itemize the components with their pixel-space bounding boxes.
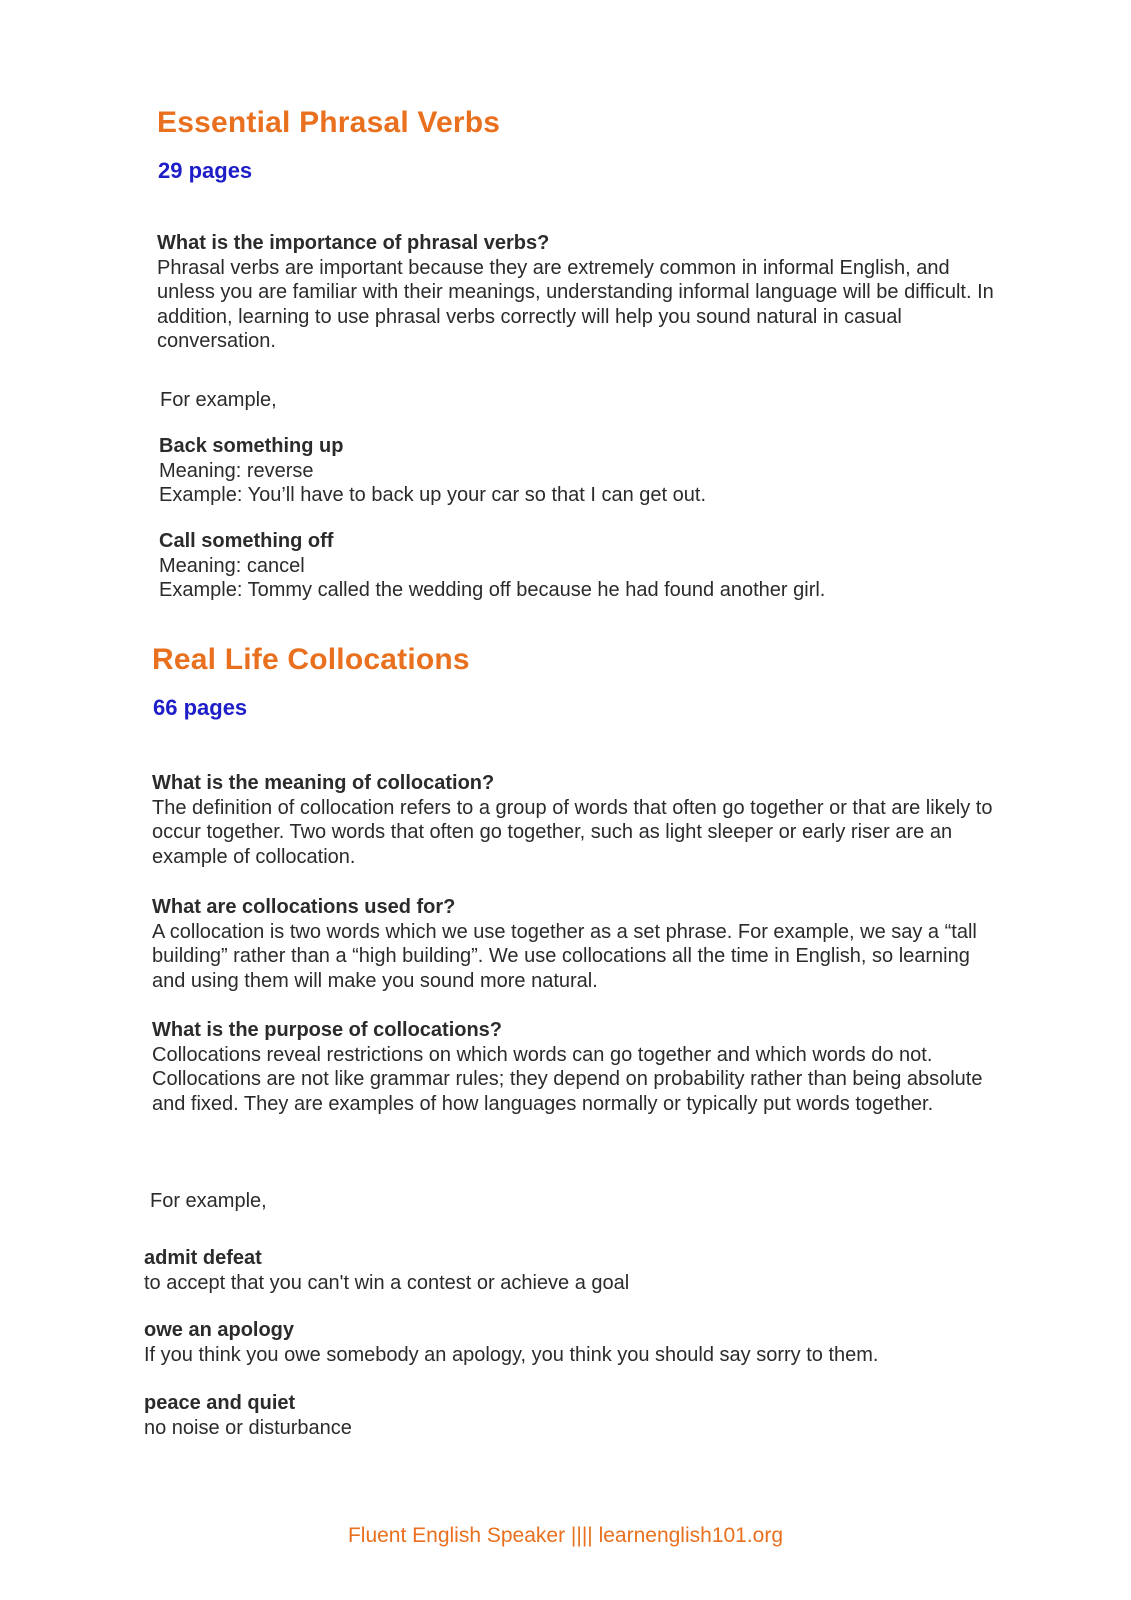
answer-text: Phrasal verbs are important because they are extremely common in informal English, and unless you are familiar with their meanings, understanding informal language will be difficult. In addition, learning to use phrasal verbs correctly will help you sound natural in casual conversation. xyxy=(157,256,994,352)
answer-text: A collocation is two words which we use together as a set phrase. For example, we say a “tall building” rather than a “high building”. We use collocations all the time in English, so learning and using them will make you sound more natural. xyxy=(152,920,977,992)
phrasal-verb-term: Back something up xyxy=(159,435,344,457)
collocation-term: owe an apology xyxy=(144,1319,295,1341)
phrasal-verb-example: Example: Tommy called the wedding off because he had found another girl. xyxy=(159,579,826,601)
collocation-entry xyxy=(144,1246,1004,1295)
question-text: What are collocations used for? xyxy=(152,896,456,918)
qa-meaning-of-collocation xyxy=(152,771,1007,869)
collocation-term: peace and quiet xyxy=(144,1392,296,1414)
section-title-essential-phrasal-verbs: Essential Phrasal Verbs xyxy=(157,106,501,139)
qa-purpose-of-collocations xyxy=(152,1018,1007,1116)
question-text: What is the meaning of collocation? xyxy=(152,772,495,794)
phrasal-verb-term: Call something off xyxy=(159,530,334,552)
collocation-entry xyxy=(144,1318,1004,1367)
section-title-real-life-collocations: Real Life Collocations xyxy=(152,643,470,676)
page-count-phrasal-verbs: 29 pages xyxy=(158,158,253,183)
qa-collocations-used-for xyxy=(152,895,1007,993)
answer-text: Collocations reveal restrictions on which words can go together and which words do not. Collocations are not like grammar rules; they depend on probability rather than being absolute and fixed. They are examples of how languages normally or typically put words together. xyxy=(152,1043,983,1115)
page-count-collocations: 66 pages xyxy=(153,695,248,720)
collocation-term: admit defeat xyxy=(144,1247,262,1269)
collocation-entry xyxy=(144,1391,1004,1440)
phrasal-verb-meaning: Meaning: cancel xyxy=(159,554,305,577)
phrasal-verb-entry xyxy=(159,529,1019,603)
qa-importance-of-phrasal-verbs xyxy=(157,231,1012,354)
phrasal-verb-example: Example: You’ll have to back up your car so that I can get out. xyxy=(159,484,707,506)
collocation-definition: to accept that you can't win a contest or achieve a goal xyxy=(144,1271,630,1294)
footer-site-credit: Fluent English Speaker |||| learnenglish101.org xyxy=(347,1524,784,1547)
collocation-definition: no noise or disturbance xyxy=(144,1416,352,1439)
phrasal-verb-entry xyxy=(159,434,1019,508)
collocation-definition: If you think you owe somebody an apology, you think you should say sorry to them. xyxy=(144,1343,879,1366)
question-text: What is the purpose of collocations? xyxy=(152,1019,503,1041)
for-example-label: For example, xyxy=(160,389,277,411)
phrasal-verb-meaning: Meaning: reverse xyxy=(159,459,314,482)
question-text: What is the importance of phrasal verbs? xyxy=(157,232,550,254)
for-example-label: For example, xyxy=(150,1190,267,1212)
answer-text: The definition of collocation refers to a group of words that often go together or that are likely to occur together. Two words that often go together, such as light sleeper or early riser are an example of collocation. xyxy=(152,796,993,868)
